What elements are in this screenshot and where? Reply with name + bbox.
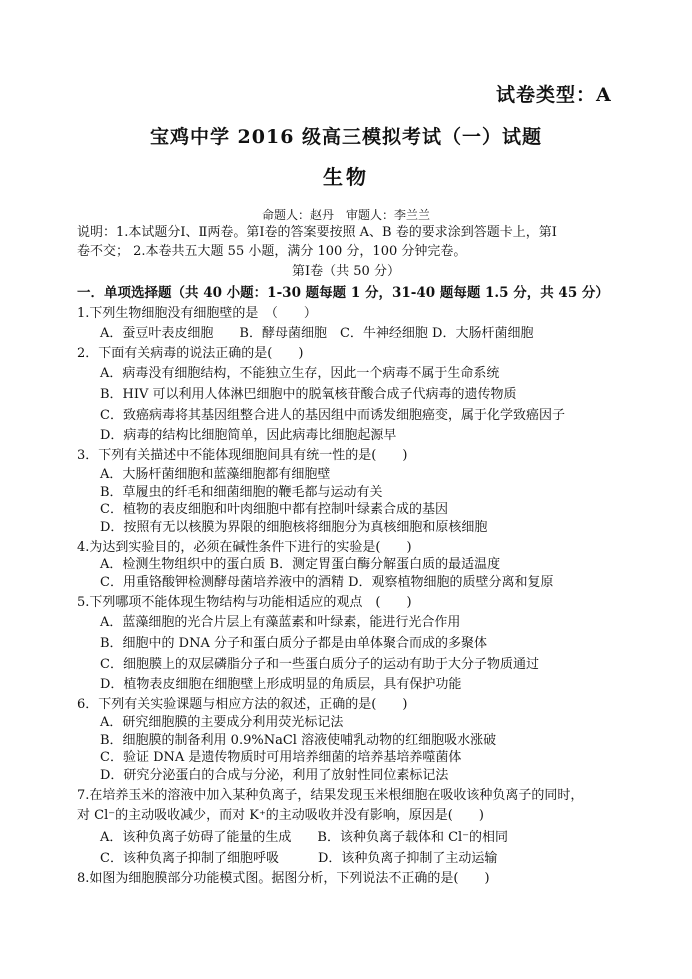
instructions-line-2: 卷不交； 2.本卷共五大题 55 小题，满分 100 分，100 分钟完卷。 — [77, 244, 467, 259]
question-3-option-d: D．按照有无以核膜为界限的细胞核将细胞分为真核细胞和原核细胞 — [100, 520, 488, 535]
question-7-stem-line-2: 对 Cl⁻的主动吸收减少，而对 K⁺的主动吸收并没有影响，原因是( ) — [77, 808, 484, 823]
question-7-option-ab: A．该种负离子妨碍了能量的生成 B．该种负离子载体和 Cl⁻的相同 — [100, 830, 509, 845]
question-5-option-d: D．植物表皮细胞在细胞壁上形成明显的角质层，具有保护功能 — [100, 677, 462, 692]
exam-title: 宝鸡中学 2016 级高三模拟考试（一）试题 — [149, 126, 543, 148]
question-6-stem: 6．下列有关实验课题与相应方法的叙述，正确的是( ) — [77, 697, 408, 712]
paper-type-label: 试卷类型：A — [496, 84, 612, 106]
question-5-option-b: B．细胞中的 DNA 分子和蛋白质分子都是由单体聚合而成的多聚体 — [100, 636, 488, 651]
question-3-option-a: A．大肠杆菌细胞和蓝藻细胞都有细胞壁 — [100, 467, 331, 482]
instructions-line-1: 说明：1.本试题分Ⅰ、Ⅱ两卷。第Ⅰ卷的答案要按照 A、B 卷的要求涂到答题卡上，第Ⅰ — [77, 225, 557, 240]
question-2-option-a: A．病毒没有细胞结构，不能独立生存，因此一个病毒不属于生命系统 — [100, 366, 500, 381]
question-2-option-d: D．病毒的结构比细胞简单，因此病毒比细胞起源早 — [100, 428, 397, 443]
question-6-option-c: C．验证 DNA 是遗传物质时可用培养细菌的培养基培养噬菌体 — [100, 750, 462, 765]
question-6-option-a: A．研究细胞膜的主要成分利用荧光标记法 — [100, 715, 344, 730]
subject-title: 生物 — [323, 165, 369, 189]
question-4-option-cd: C．用重铬酸钾检测酵母菌培养液中的酒精 D．观察植物细胞的质壁分离和复原 — [100, 575, 554, 590]
question-2-option-b: B．HIV 可以利用人体淋巴细胞中的脱氧核苷酸合成子代病毒的遗传物质 — [100, 387, 517, 402]
question-4-stem: 4.为达到实验目的，必须在碱性条件下进行的实验是( ) — [77, 540, 412, 555]
question-1-options: A．蚕豆叶表皮细胞 B．酵母菌细胞 C．牛神经细胞 D．大肠杆菌细胞 — [100, 326, 534, 341]
question-5-stem: 5.下列哪项不能体现生物结构与功能相适应的观点 ( ) — [77, 595, 412, 610]
question-3-stem: 3．下列有关描述中不能体现细胞间具有统一性的是( ) — [77, 448, 408, 463]
question-3-option-b: B．草履虫的纤毛和细菌细胞的鞭毛都与运动有关 — [100, 485, 383, 500]
question-2-stem: 2．下面有关病毒的说法正确的是( ) — [77, 346, 304, 361]
authors-line: 命题人：赵丹 审题人：李兰兰 — [261, 208, 430, 222]
question-3-option-c: C．植物的表皮细胞和叶肉细胞中都有控制叶绿素合成的基因 — [100, 502, 448, 517]
section-title: 一．单项选择题（共 40 小题：1-30 题每题 1 分，31-40 题每题 1.5 分，共 45 分） — [77, 285, 609, 301]
question-5-option-a: A．蓝藻细胞的光合片层上有藻蓝素和叶绿素，能进行光合作用 — [100, 615, 461, 630]
part-title: 第Ⅰ卷（共 50 分） — [292, 264, 400, 279]
question-8-stem: 8.如图为细胞膜部分功能模式图。据图分析，下列说法不正确的是( ) — [77, 871, 490, 886]
question-5-option-c: C．细胞膜上的双层磷脂分子和一些蛋白质分子的运动有助于大分子物质通过 — [100, 657, 539, 672]
question-6-option-b: B．细胞膜的制备利用 0.9%NaCl 溶液使哺乳动物的红细胞吸水涨破 — [100, 733, 497, 748]
question-7-stem-line-1: 7.在培养玉米的溶液中加入某种负离子，结果发现玉米根细胞在吸收该种负离子的同时， — [77, 788, 584, 803]
question-7-option-cd: C．该种负离子抑制了细胞呼吸 D．该种负离子抑制了主动运输 — [100, 851, 498, 866]
question-4-option-ab: A．检测生物组织中的蛋白质 B．测定胃蛋白酶分解蛋白质的最适温度 — [100, 557, 501, 572]
question-6-option-d: D．研究分泌蛋白的合成与分泌，利用了放射性同位素标记法 — [100, 768, 449, 783]
question-1-stem: 1.下列生物细胞没有细胞壁的是 （ ） — [77, 306, 317, 321]
question-2-option-c: C．致癌病毒将其基因组整合进人的基因组中而诱发细胞癌变，属于化学致癌因子 — [100, 408, 565, 423]
